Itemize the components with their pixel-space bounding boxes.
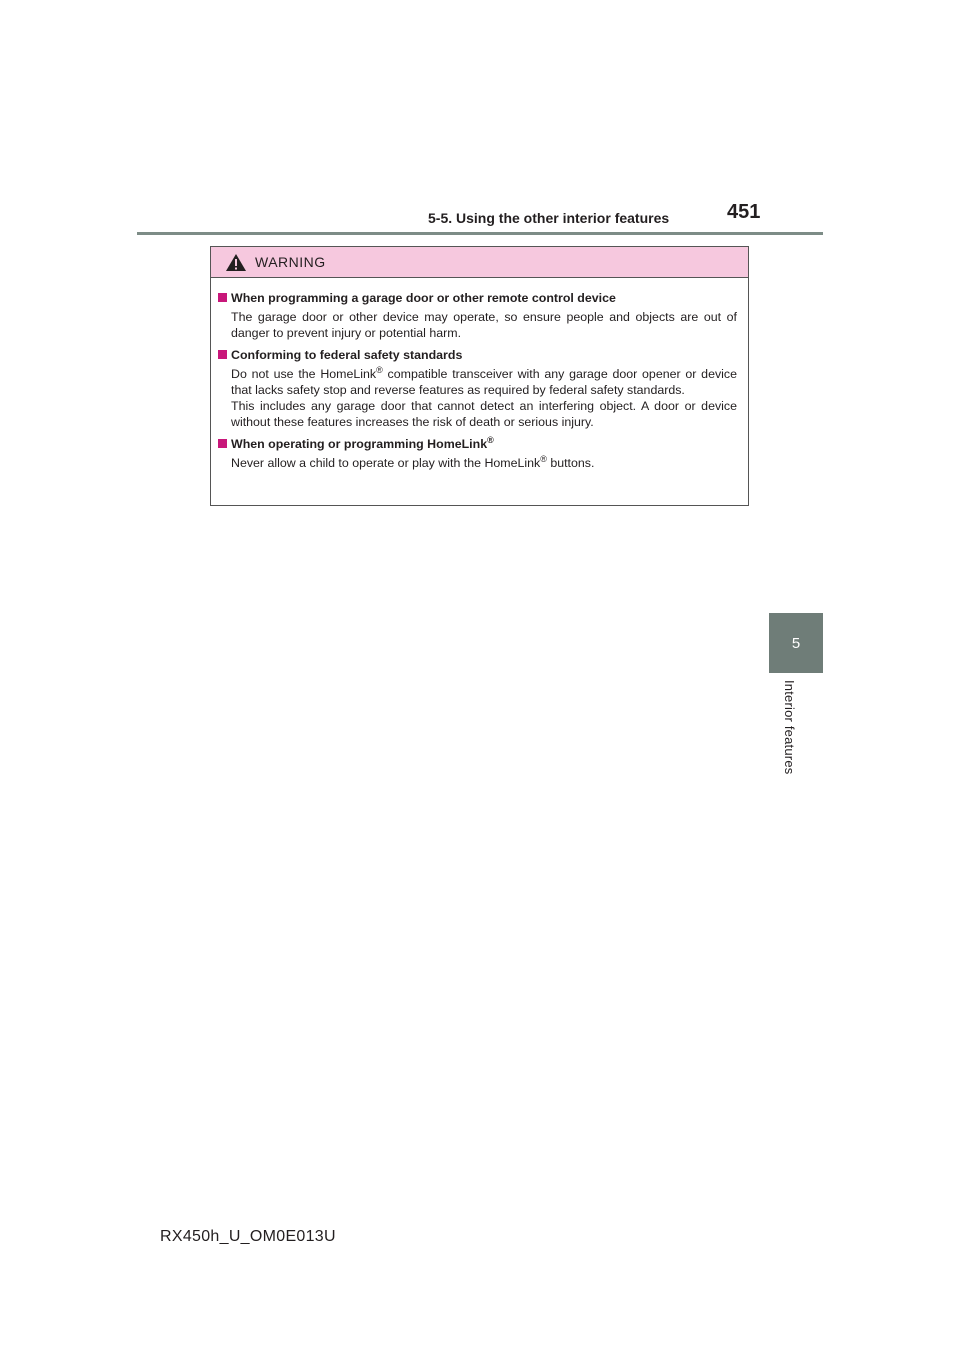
warning-item-heading: When operating or programming HomeLink®: [218, 436, 737, 452]
warning-box: [210, 246, 749, 506]
warning-item: [218, 290, 737, 341]
warning-item: [218, 436, 737, 471]
warning-item-heading: Conforming to federal safety standards: [218, 347, 737, 363]
square-bullet-icon: [218, 350, 227, 359]
warning-item-heading: When programming a garage door or other remote control device: [218, 290, 737, 306]
warning-item-text: The garage door or other device may operate, so ensure people and objects are out of danger to prevent injury or potential harm.: [231, 310, 737, 340]
warning-item: [218, 347, 737, 430]
square-bullet-icon: [218, 439, 227, 448]
warning-item-text: Never allow a child to operate or play with the HomeLink® buttons.: [231, 453, 595, 470]
chapter-number-tab: [769, 613, 823, 673]
warning-header: [211, 247, 748, 278]
warning-item-text: Do not use the HomeLink® compatible transceiver with any garage door opener or device that lacks safety stop and reverse features as required by federal safety standards. This includes any garage door that cannot detect an interfering object. A door or device without these features increases the risk of death or serious injury.: [231, 364, 737, 429]
warning-triangle-icon: [225, 253, 247, 272]
manual-code: RX450h_U_OM0E013U: [160, 1228, 336, 1245]
warning-title: WARNING: [255, 254, 326, 270]
chapter-number: 5: [791, 634, 801, 652]
warning-body: [211, 278, 748, 471]
registered-mark: ®: [540, 453, 547, 464]
chapter-title: Interior features: [782, 680, 797, 775]
square-bullet-icon: [218, 293, 227, 302]
section-title: 5-5. Using the other interior features: [428, 210, 670, 226]
page-number: 451: [727, 201, 761, 223]
header-divider: [137, 232, 823, 235]
registered-mark: ®: [376, 364, 383, 375]
registered-mark: ®: [487, 434, 494, 445]
